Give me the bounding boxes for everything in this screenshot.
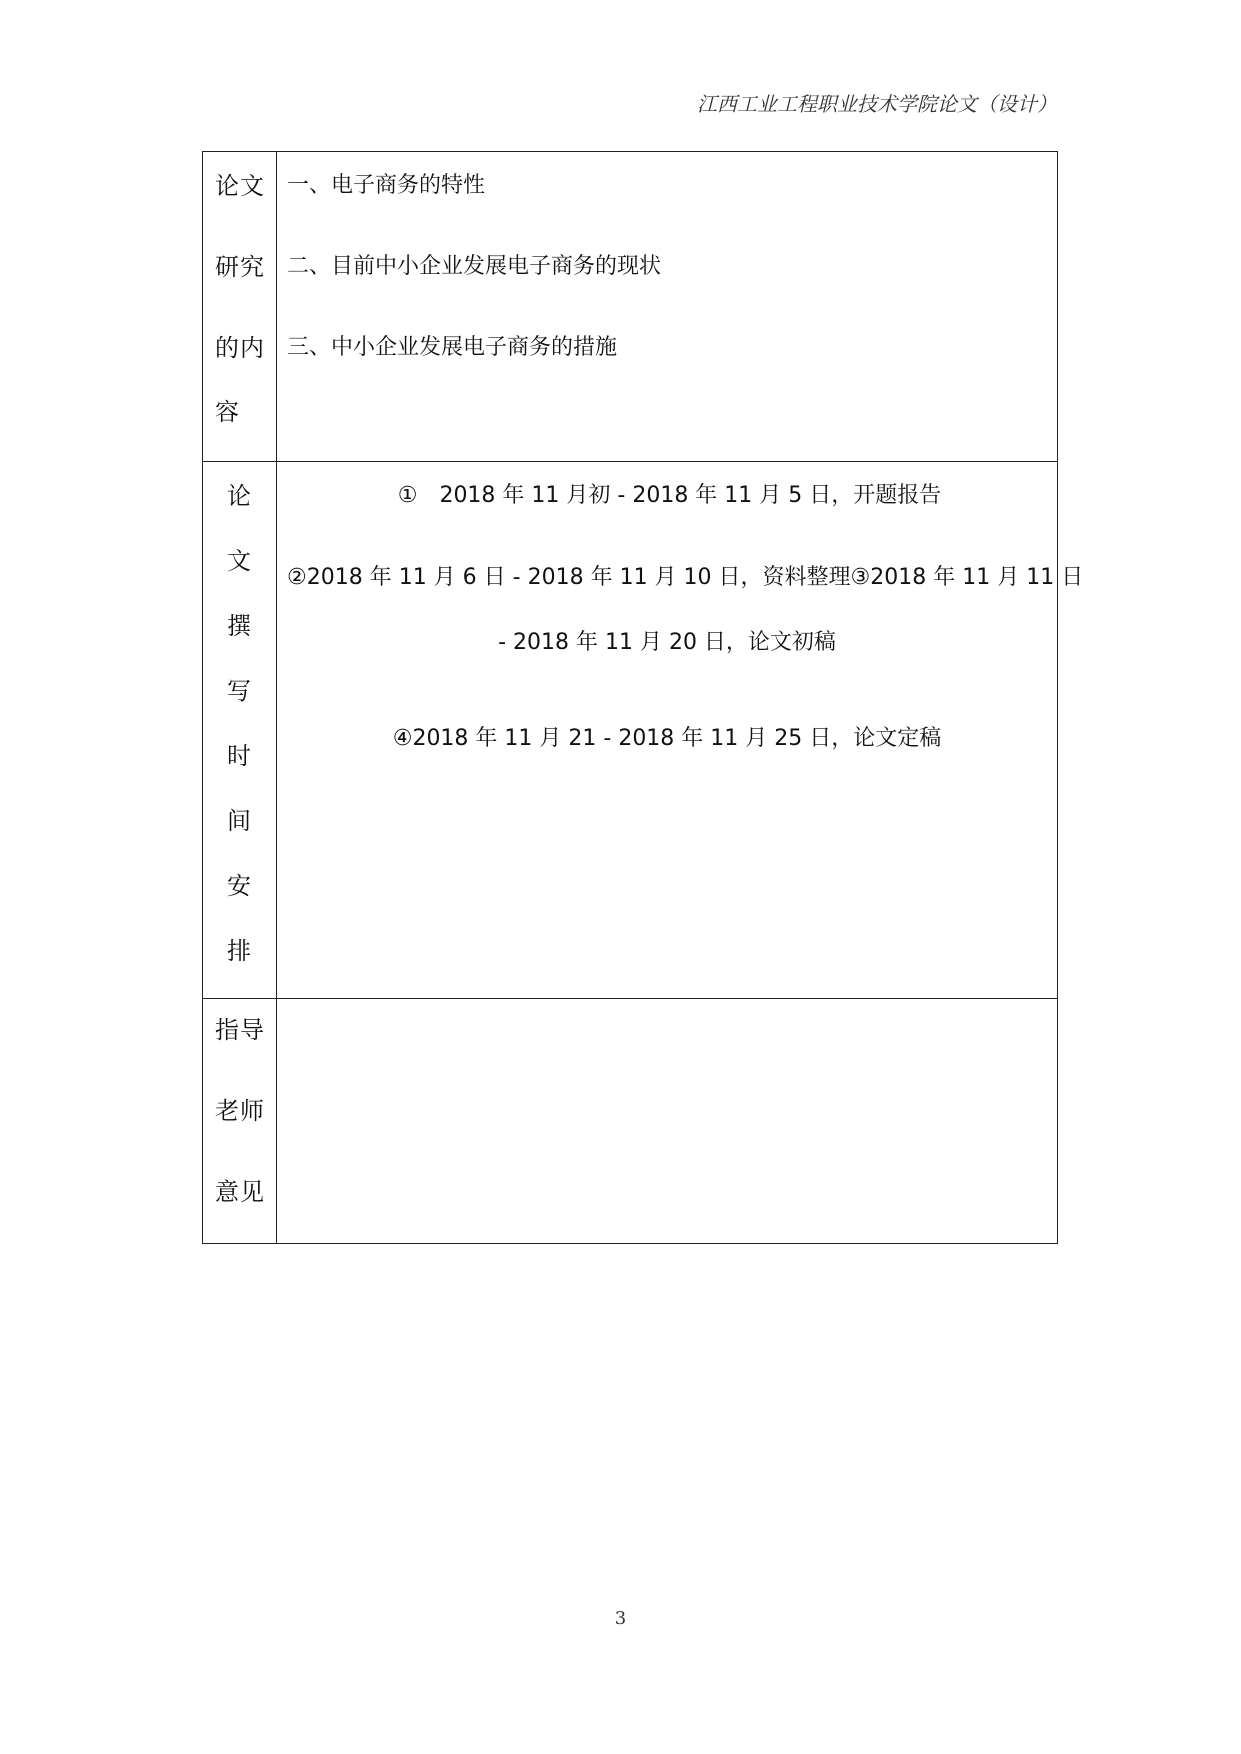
- research-item: 三、中小企业发展电子商务的措施: [287, 335, 618, 360]
- label-char: 间: [227, 807, 252, 835]
- label-line: 容: [215, 398, 240, 426]
- label-line: 论文: [215, 172, 265, 200]
- label-char: 论: [227, 482, 252, 510]
- label-line: 老师: [215, 1097, 265, 1125]
- label-char: 安: [227, 872, 252, 900]
- research-item: 二、目前中小企业发展电子商务的现状: [287, 254, 662, 279]
- schedule-line: ① 2018 年 11 月初 - 2018 年 11 月 5 日，开题报告: [397, 483, 942, 508]
- research-content-row: [203, 152, 1058, 462]
- label-line: 研究: [215, 253, 265, 281]
- label-char: 写: [227, 677, 252, 705]
- label-line: 的内: [215, 334, 265, 362]
- advisor-opinion-row: [203, 999, 1058, 1244]
- schedule-line: ②2018 年 11 月 6 日 - 2018 年 11 月 10 日，资料整理③2018 年 11 月 11 日: [287, 565, 1084, 590]
- schedule-line: ④2018 年 11 月 21 - 2018 年 11 月 25 日，论文定稿: [392, 726, 942, 751]
- writing-schedule-label: [203, 462, 277, 999]
- schedule-line: - 2018 年 11 月 20 日，论文初稿: [498, 630, 836, 655]
- writing-schedule-cell: [277, 462, 1084, 999]
- advisor-opinion-label: [203, 999, 277, 1244]
- label-char: 排: [227, 937, 252, 965]
- research-item: 一、电子商务的特性: [287, 173, 486, 198]
- writing-schedule-row: [203, 462, 1058, 999]
- label-char: 时: [227, 742, 252, 770]
- page-header-title: 江西工业工程职业技术学院论文（设计）: [697, 92, 1057, 116]
- label-char: 撰: [227, 612, 252, 640]
- label-line: 意见: [215, 1178, 265, 1206]
- advisor-opinion-cell: [277, 999, 1058, 1244]
- thesis-proposal-table: [202, 151, 1084, 1244]
- research-content-label: [203, 152, 277, 462]
- label-char: 文: [227, 547, 252, 575]
- research-content-cell: [277, 152, 1058, 462]
- label-line: 指导: [215, 1016, 265, 1044]
- research-content-list: [277, 174, 1057, 360]
- page-number: 3: [614, 1608, 627, 1629]
